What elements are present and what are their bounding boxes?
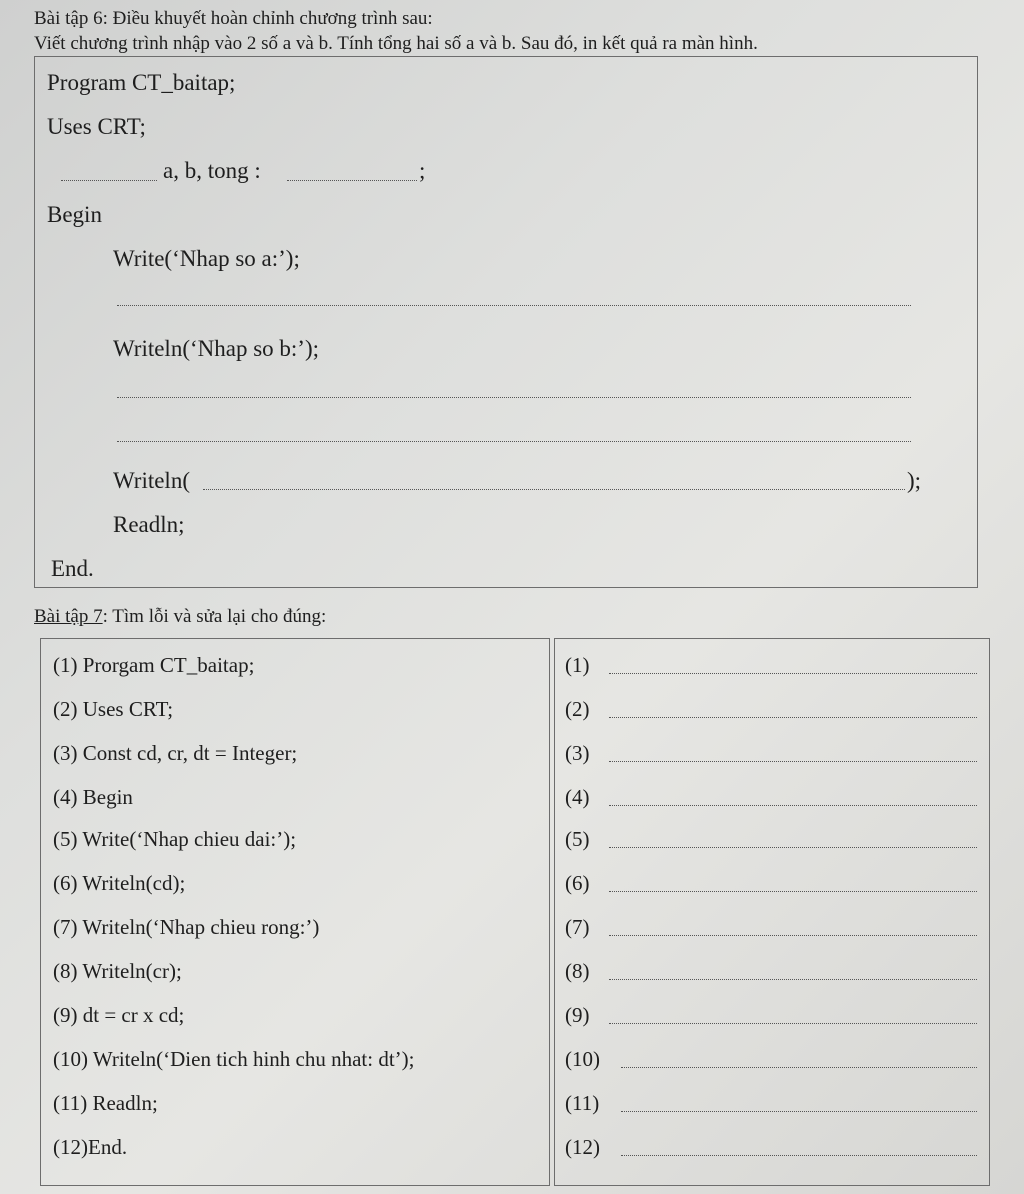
answer-blank-4[interactable]: [609, 805, 977, 806]
answer-blank-10[interactable]: [621, 1067, 977, 1068]
ex7-line-10: (10) Writeln(‘Dien tich hinh chu nhat: dt’);: [53, 1047, 415, 1071]
answer-label-8: (8): [565, 959, 590, 983]
answer-blank-2[interactable]: [609, 717, 977, 718]
ex7-line-9: (9) dt = cr x cd;: [53, 1003, 185, 1027]
answer-blank-9[interactable]: [609, 1023, 977, 1024]
code-writeln-open: Writeln(: [113, 468, 190, 493]
answer-label-6: (6): [565, 871, 590, 895]
code-writeln-b: Writeln(‘Nhap so b:’);: [113, 336, 320, 361]
code-vars-semicolon: ;: [419, 158, 426, 183]
ex7-code-box: [40, 638, 550, 1186]
ex7-line-1: (1) Prorgam CT_baitap;: [53, 653, 255, 677]
ex6-prompt: Viết chương trình nhập vào 2 số a và b. Tính tổng hai số a và b. Sau đó, in kết quả ra màn hình.: [34, 33, 758, 54]
answer-label-1: (1): [565, 653, 590, 677]
ex7-line-3: (3) Const cd, cr, dt = Integer;: [53, 741, 298, 765]
ex7-line-11: (11) Readln;: [53, 1091, 158, 1115]
answer-label-9: (9): [565, 1003, 590, 1027]
ex7-title-rest: : Tìm lỗi và sửa lại cho đúng:: [102, 606, 327, 627]
ex7-line-12: (12)End.: [53, 1135, 128, 1159]
blank-line-1[interactable]: [117, 305, 911, 306]
code-program: Program CT_baitap;: [47, 70, 236, 95]
ex6-code-box: [34, 56, 978, 588]
ex7-answer-box: [554, 638, 990, 1186]
code-uses: Uses CRT;: [47, 114, 146, 139]
ex7-line-6: (6) Writeln(cd);: [53, 871, 186, 895]
ex7-line-2: (2) Uses CRT;: [53, 697, 174, 721]
blank-line-3[interactable]: [117, 441, 911, 442]
code-write-a: Write(‘Nhap so a:’);: [113, 246, 300, 271]
code-vars: a, b, tong :: [163, 158, 261, 183]
code-end: End.: [51, 556, 94, 581]
answer-blank-7[interactable]: [609, 935, 977, 936]
answer-blank-11[interactable]: [621, 1111, 977, 1112]
answer-label-5: (5): [565, 827, 590, 851]
ex7-line-8: (8) Writeln(cr);: [53, 959, 182, 983]
answer-blank-3[interactable]: [609, 761, 977, 762]
ex7-title-underlined: Bài tập 7: [34, 606, 103, 627]
answer-label-11: (11): [565, 1091, 600, 1115]
answer-label-2: (2): [565, 697, 590, 721]
answer-label-10: (10): [565, 1047, 600, 1071]
answer-blank-12[interactable]: [621, 1155, 977, 1156]
blank-writeln-args[interactable]: [203, 489, 905, 490]
answer-label-12: (12): [565, 1135, 600, 1159]
blank-var-type[interactable]: [287, 180, 417, 181]
answer-blank-6[interactable]: [609, 891, 977, 892]
code-readln: Readln;: [113, 512, 185, 537]
ex7-line-5: (5) Write(‘Nhap chieu dai:’);: [53, 827, 297, 851]
ex6-title: Bài tập 6: Điều khuyết hoàn chỉnh chương trình sau:: [34, 8, 433, 29]
ex7-line-7: (7) Writeln(‘Nhap chieu rong:’): [53, 915, 320, 939]
answer-label-7: (7): [565, 915, 590, 939]
answer-label-3: (3): [565, 741, 590, 765]
answer-blank-1[interactable]: [609, 673, 977, 674]
code-begin: Begin: [47, 202, 102, 227]
answer-label-4: (4): [565, 785, 590, 809]
ex7-line-4: (4) Begin: [53, 785, 133, 809]
ex7-title: [34, 606, 326, 628]
code-writeln-close: );: [907, 468, 922, 493]
answer-blank-5[interactable]: [609, 847, 977, 848]
blank-var-keyword[interactable]: [61, 180, 157, 181]
blank-line-2[interactable]: [117, 397, 911, 398]
answer-blank-8[interactable]: [609, 979, 977, 980]
